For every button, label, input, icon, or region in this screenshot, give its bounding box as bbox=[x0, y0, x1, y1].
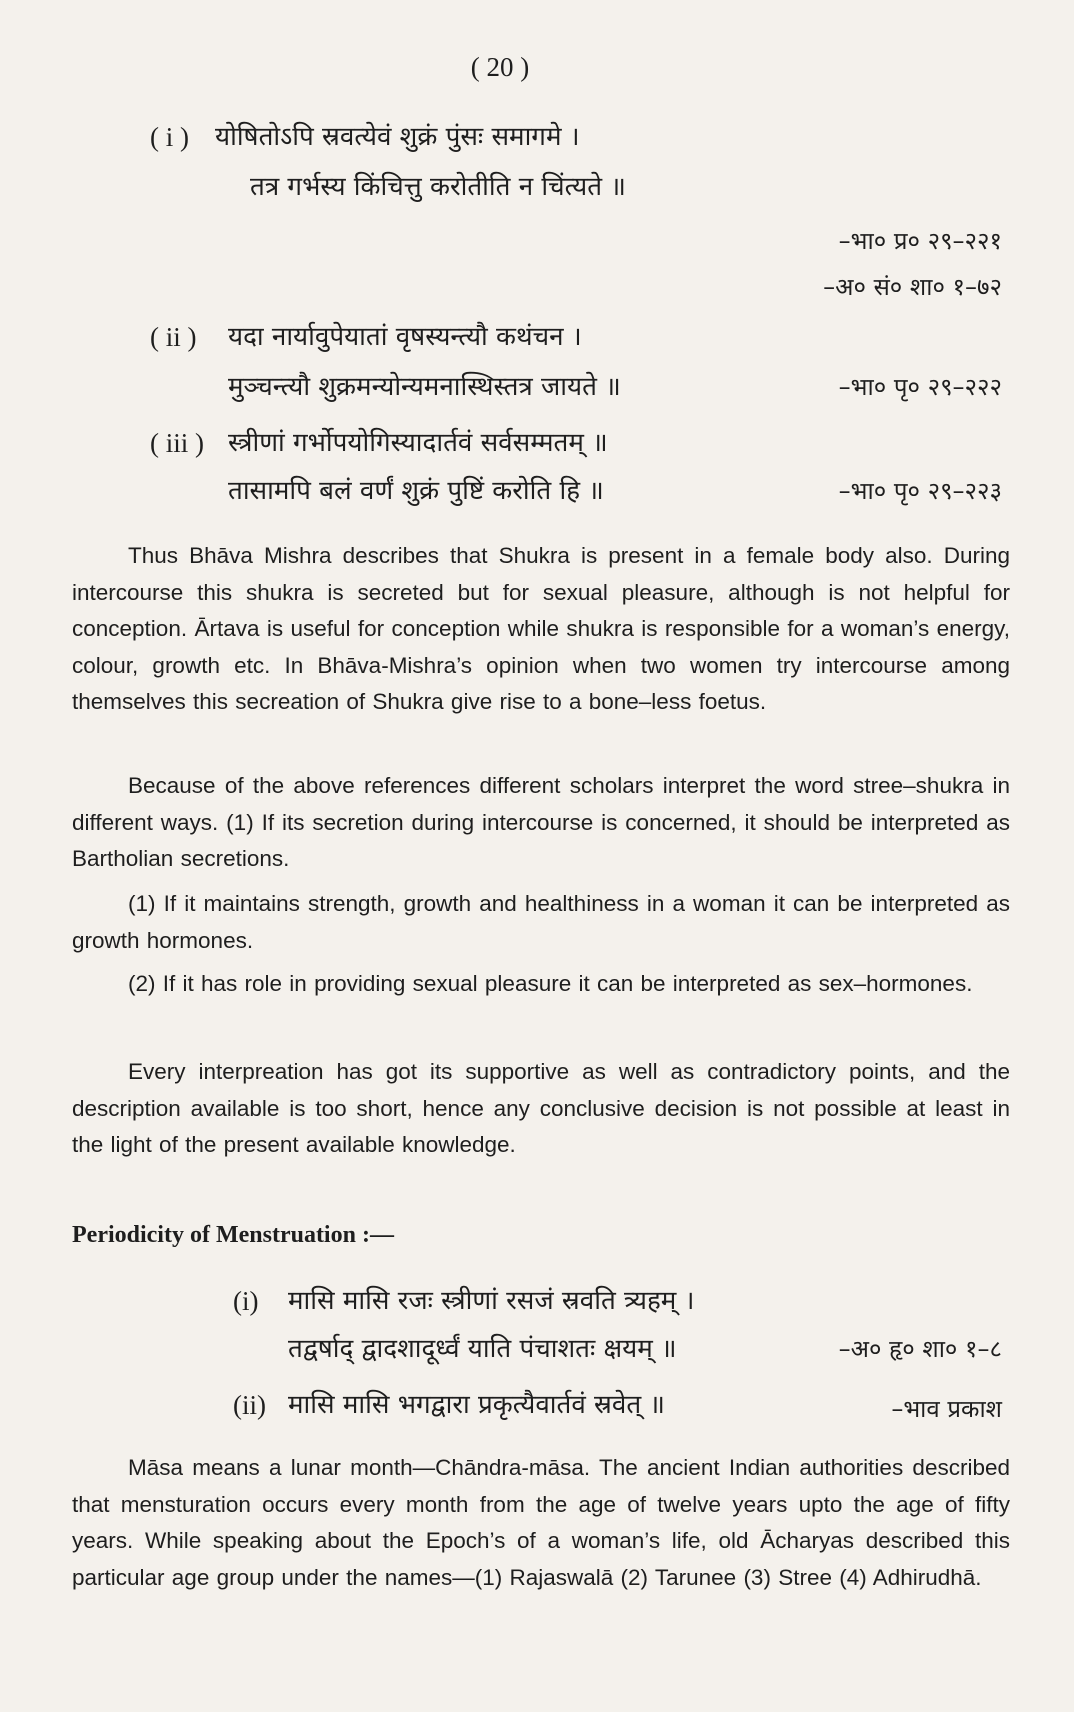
verse-line: तासामपि बलं वर्णं शुक्रं पुष्टिं करोति हि ॥ bbox=[228, 476, 604, 506]
verse-line: तद्वर्षाद् द्वादशादूर्ध्वं याति पंचाशतः क्षयम् ॥ bbox=[288, 1334, 677, 1364]
verse-reference: –अ० सं० शा० १–७२ bbox=[823, 273, 1002, 301]
body-paragraph: (2) If it has role in providing sexual pleasure it can be interpreted as sex–hormones. bbox=[128, 971, 973, 996]
body-paragraph: Because of the above references different scholars interpret the word stree–shukra in different ways. (1) If its secretion during intercourse is concerned, it should be interpreted as Bartholian secretions. bbox=[72, 773, 1010, 871]
verse-label: ( ii ) bbox=[150, 322, 197, 352]
body-paragraph: Every interpreation has got its supportive as well as contradictory points, and the description available is too short, hence any conclusive decision is not possible at least in the light of the present available knowledge. bbox=[72, 1059, 1010, 1157]
verse-reference: –भा० प्र० २९–२२१ bbox=[838, 227, 1002, 255]
verse-label: ( iii ) bbox=[150, 428, 204, 458]
section-heading: Periodicity of Menstruation :— bbox=[72, 1222, 394, 1248]
verse-reference: –भा० पृ० २९–२२३ bbox=[838, 477, 1002, 505]
verse-line: मुञ्चन्त्यौ शुक्रमन्योन्यमनास्थिस्तत्र जायते ॥ bbox=[228, 372, 621, 402]
verse-line: मासि मासि भगद्वारा प्रकृत्यैवार्तवं स्रवेत् ॥ bbox=[288, 1390, 666, 1420]
body-paragraph: (1) If it maintains strength, growth and healthiness in a woman it can be interpreted as growth hormones. bbox=[72, 891, 1010, 953]
verse-reference: –भा० पृ० २९–२२२ bbox=[838, 373, 1002, 401]
body-paragraph: Māsa means a lunar month—Chāndra-māsa. The ancient Indian authorities described that mensturation occurs every month from the age of twelve years upto the age of fifty years. While speaking about the Epoch’s of a woman’s life, old Ācharyas described this particular age group under the names—(1) Rajaswalā (2) Tarunee (3) Stree (4) Adhirudhā. bbox=[72, 1455, 1010, 1590]
verse-reference: –अ० हृ० शा० १–८ bbox=[838, 1335, 1002, 1363]
verse-reference: –भाव प्रकाश bbox=[891, 1395, 1002, 1423]
verse-line: तत्र गर्भस्य किंचित्तु करोतीति न चिंत्यते ॥ bbox=[250, 172, 626, 202]
verse-label: (ii) bbox=[233, 1390, 266, 1420]
verse-line: यदा नार्यावुपेयातां वृषस्यन्त्यौ कथंचन । bbox=[228, 322, 582, 352]
verse-line: योषितोऽपि स्रवत्येवं शुक्रं पुंसः समागमे । bbox=[215, 122, 580, 152]
body-paragraph: Thus Bhāva Mishra describes that Shukra is present in a female body also. During intercourse this shukra is secreted but for sexual pleasure, although is not helpful for conception. Ārtava is useful for conception while shukra is responsible for a woman’s energy, colour, growth etc. In Bhāva-Mishra’s opinion when two women try intercourse among themselves this secreation of Shukra give rise to a bone–less foetus. bbox=[72, 543, 1010, 714]
page-number: ( 20 ) bbox=[470, 52, 530, 82]
verse-label: ( i ) bbox=[150, 122, 189, 152]
verse-line: स्त्रीणां गर्भोपयोगिस्यादार्तवं सर्वसम्मतम् ॥ bbox=[228, 428, 608, 458]
verse-label: (i) bbox=[233, 1286, 259, 1316]
verse-line: मासि मासि रजः स्त्रीणां रसजं स्रवति त्र्यहम् । bbox=[288, 1286, 695, 1316]
